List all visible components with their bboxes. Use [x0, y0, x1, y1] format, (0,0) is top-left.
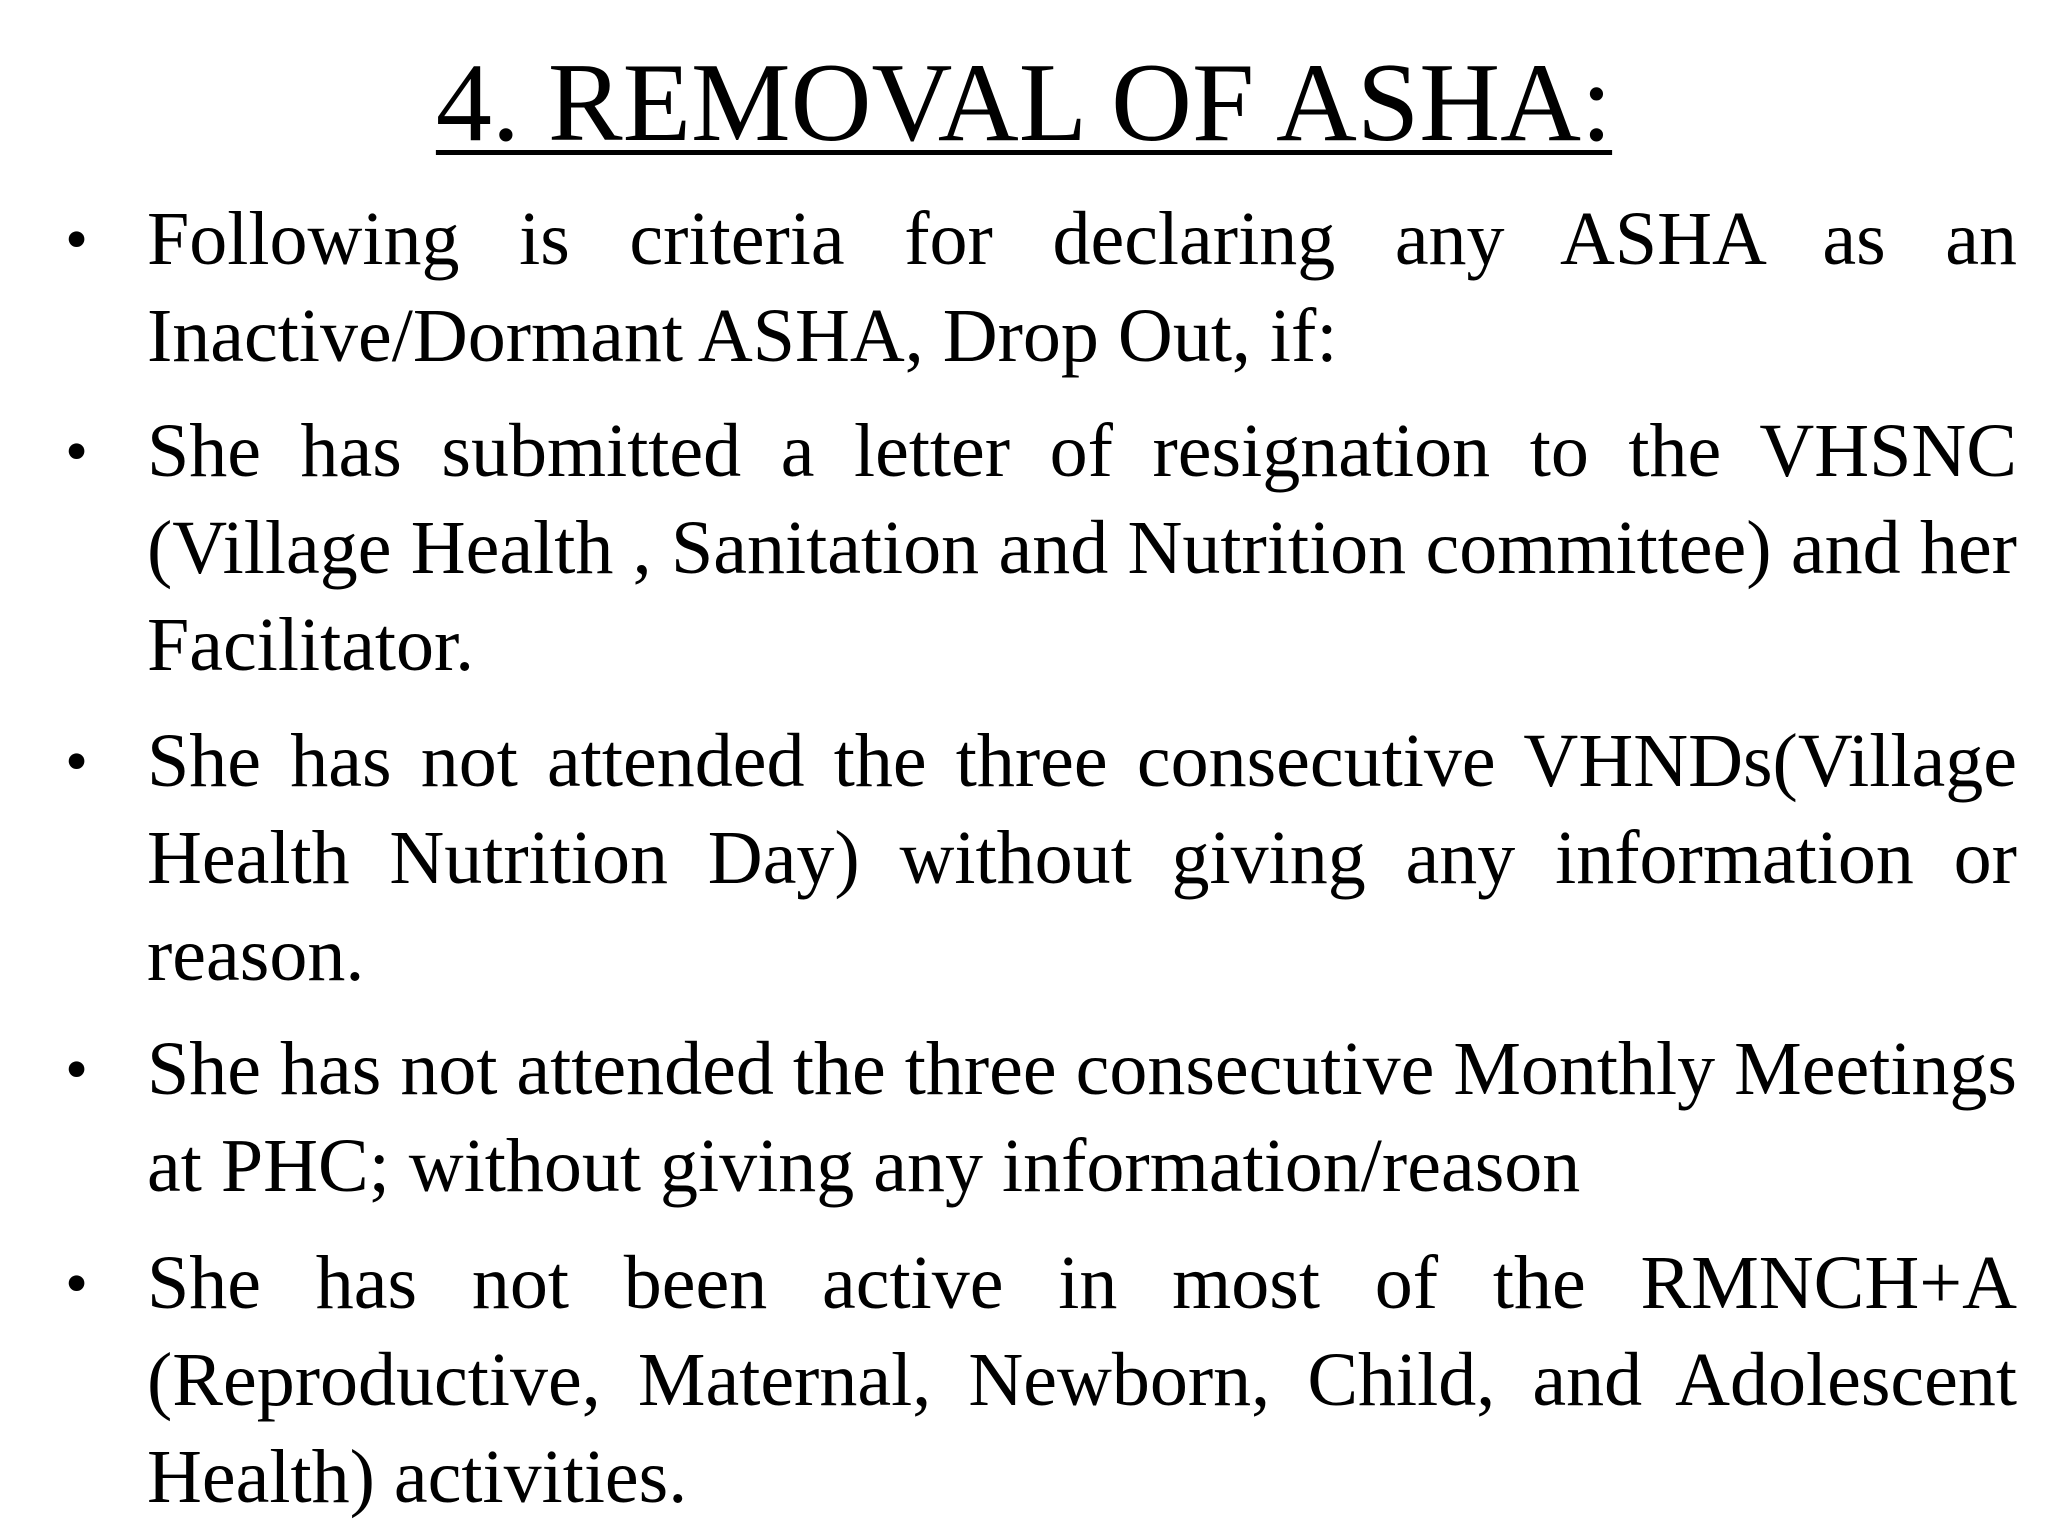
- slide-title: [0, 38, 2048, 168]
- bullet-item: [65, 403, 2017, 694]
- bullet-icon: •: [65, 203, 89, 276]
- bullet-item: [65, 713, 2017, 1004]
- bullet-text: She has not attended the three consecutive VHNDs(Village Health Nutrition Day) without giving any information or reason.: [147, 719, 2017, 997]
- bullet-item: [65, 191, 2017, 385]
- bullet-text: She has submitted a letter of resignation to the VHSNC (Village Health , Sanitation and Nutrition committee) and her Facilitator.: [147, 409, 2017, 687]
- bullet-icon: •: [65, 725, 89, 798]
- bullet-icon: •: [65, 415, 89, 488]
- bullet-icon: •: [65, 1033, 89, 1106]
- bullet-text: Following is criteria for declaring any ASHA as an Inactive/Dormant ASHA, Drop Out, if:: [147, 197, 2017, 378]
- slide-title-text: 4. REMOVAL OF ASHA:: [435, 41, 1613, 165]
- bullet-icon: •: [65, 1247, 89, 1320]
- bullet-item: [65, 1021, 2017, 1215]
- bullet-text: She has not attended the three consecutive Monthly Meetings at PHC; without giving any information/reason: [147, 1027, 2017, 1208]
- bullet-text: She has not been active in most of the RMNCH+A (Reproductive, Maternal, Newborn, Child, and Adolescent Health) activities.: [147, 1241, 2017, 1519]
- bullet-item: [65, 1235, 2017, 1526]
